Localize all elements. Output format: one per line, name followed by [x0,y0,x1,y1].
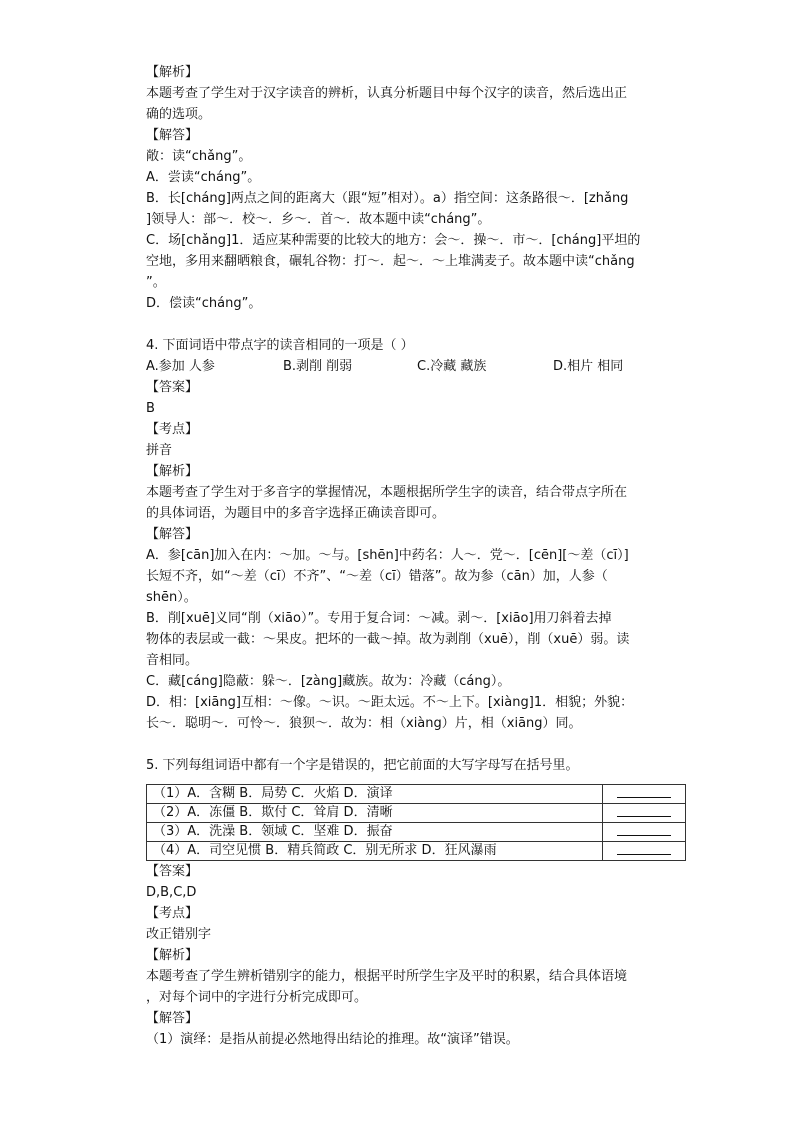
q4-solution-line: 长短不齐，如“～差（cī）不齐”、“～差（cī）错落”。故为参（cān）加，人参（ [146,569,608,584]
q4-options [146,356,686,377]
q4-analysis-heading: 【解析】 [146,464,199,479]
document-page [146,62,686,1050]
q3-answer-line: C．场[chǎng]1．适应某种需要的比较大的地方：会～．操～．市～．[cháng]平坦的 [146,233,641,248]
q4-option-c: C.冷藏 藏族 [417,359,487,374]
q5-analysis-heading: 【解析】 [146,948,199,963]
answer-blank[interactable] [603,842,686,861]
table-row [147,823,686,842]
q4-solution-line: D．相：[xiāng]互相：～像。～识。～距太远。不～上下。[xiàng]1．相貌；外貌： [146,695,634,710]
q5-table [146,784,686,861]
q3-answer-line: B．长[cháng]两点之间的距离大（跟“短”相对）。a）指空间：这条路很～．[zhǎng [146,191,629,206]
q3-answer-heading: 【解答】 [146,128,199,143]
q4-point: 拼音 [146,443,173,458]
q4-option-d: D.相片 相同 [553,359,624,374]
q4-analysis-text: 本题考查了学生对于多音字的掌握情况，本题根据所学生字的读音，结合带点字所在 [146,485,628,500]
q3-analysis-text: 本题考查了学生对于汉字读音的辨析，认真分析题目中每个汉字的读音，然后选出正 [146,86,628,101]
table-row [147,785,686,804]
q5-row-text: （3）A．洗澡 B．领域 C．坚难 D．振奋 [147,823,603,842]
q4-question: 4. 下面词语中带点字的读音相同的一项是（ ） [146,338,414,353]
answer-blank[interactable] [603,823,686,842]
q5-point: 改正错别字 [146,927,212,942]
q3-answer-line: A．尝读“cháng”。 [146,170,261,185]
q4-solution-heading: 【解答】 [146,527,199,542]
answer-blank[interactable] [603,804,686,823]
q5-solution-heading: 【解答】 [146,1011,199,1026]
q5-answer-heading: 【答案】 [146,864,199,879]
q4-solution-line: 长～．聪明～．可怜～．狼狈～．故为：相（xiàng）片，相（xiāng）同。 [146,716,582,731]
q4-solution-line: 音相同。 [146,653,199,668]
q3-analysis-heading: 【解析】 [146,65,199,80]
q3-answer-line: 敞：读“chǎng”。 [146,149,252,164]
q3-answer-line: ]领导人：部～．校～．乡～．首～．故本题中读“cháng”。 [146,212,491,227]
q4-solution-line: A．参[cān]加入在内：～加。～与。[shēn]中药名：人～．党～．[cēn][～差（cī）] [146,548,629,563]
q4-solution-line: shēn）。 [146,590,197,605]
q5-row-text: （2）A．冻僵 B．欺付 C．耸肩 D．清晰 [147,804,603,823]
table-row [147,804,686,823]
q3-answer-line: D．偿读“cháng”。 [146,296,262,311]
q4-answer: B [146,401,155,416]
q5-solution-line: （1）演绎：是指从前提必然地得出结论的推理。故“演译”错误。 [146,1032,519,1047]
q5-row-text: （4）A．司空见惯 B．精兵简政 C．别无所求 D．狂风瀑雨 [147,842,603,861]
q4-option-b: B.剥削 削弱 [283,359,353,374]
q5-row-text: （1）A．含糊 B．局势 C．火焰 D．演译 [147,785,603,804]
q3-answer-line: ”。 [146,275,166,290]
q5-question: 5. 下列每组词语中都有一个字是错误的，把它前面的大写字母写在括号里。 [146,758,579,773]
q4-solution-line: B．削[xuē]义同“削（xiāo）”。专用于复合词：～减。剥～．[xiāo]用刀斜着去掉 [146,611,612,626]
q4-solution-line: 物体的表层或一截：～果皮。把坏的一截～掉。故为剥削（xuē），削（xuē）弱。读 [146,632,630,647]
q5-analysis-text: ，对每个词中的字进行分析完成即可。 [146,990,368,1005]
q4-solution-line: C．藏[cáng]隐蔽：躲～．[zàng]藏族。故为：冷藏（cáng）。 [146,674,511,689]
q4-answer-heading: 【答案】 [146,380,199,395]
table-row [147,842,686,861]
answer-blank[interactable] [603,785,686,804]
q5-answer: D,B,C,D [146,885,197,900]
q3-answer-line: 空地，多用来翻晒粮食，碾轧谷物：打～．起～．～上堆满麦子。故本题中读“chǎng [146,254,635,269]
q5-point-heading: 【考点】 [146,906,199,921]
q4-point-heading: 【考点】 [146,422,199,437]
q4-option-a: A.参加 人参 [146,359,215,374]
q4-analysis-text: 的具体词语，为题目中的多音字选择正确读音即可。 [146,506,446,521]
q5-analysis-text: 本题考查了学生辨析错别字的能力，根据平时所学生字及平时的积累，结合具体语境 [146,969,628,984]
q3-analysis-text: 确的选项。 [146,107,212,122]
